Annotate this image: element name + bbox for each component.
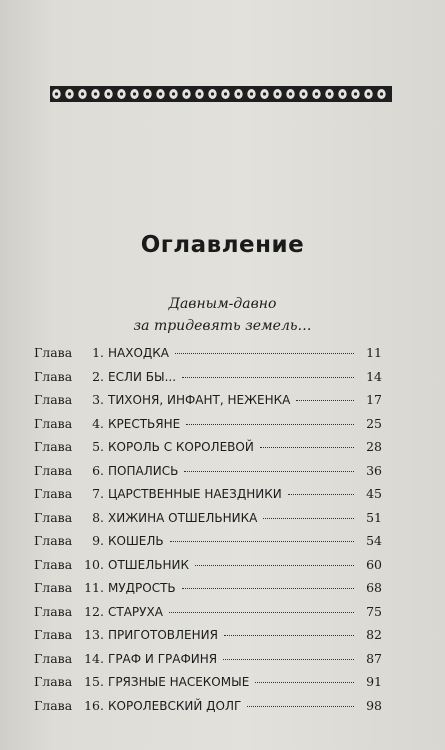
chapter-page-number: 11: [366, 345, 382, 360]
ornament-dot: [380, 92, 383, 95]
ornament-dot: [250, 92, 253, 95]
toc-entry: [34, 439, 382, 463]
chapter-label: Глава: [34, 603, 73, 619]
chapter-page-number: 54: [366, 533, 382, 548]
dot-leader: [247, 706, 354, 707]
ornament-dot: [224, 92, 227, 95]
dot-leader: [184, 471, 354, 472]
ornament-dot: [302, 92, 305, 95]
chapter-page-number: 91: [366, 674, 382, 689]
ornament-dot: [263, 92, 266, 95]
chapter-page-number: 51: [366, 509, 382, 525]
chapter-page-number: 28: [366, 439, 382, 454]
chapter-page-number: 98: [366, 697, 382, 713]
chapter-title: ГРЯЗНЫЕ НАСЕКОМЫЕ: [108, 675, 250, 689]
chapter-title: ТИХОНЯ, ИНФАНТ, НЕЖЕНКА: [108, 393, 291, 407]
toc-entry: [34, 557, 382, 581]
chapter-title: ГРАФ И ГРАФИНЯ: [108, 651, 218, 666]
chapter-number: 12.: [84, 603, 104, 619]
table-of-contents: [34, 345, 382, 721]
dot-leader: [182, 377, 354, 378]
dot-leader: [255, 682, 354, 683]
ornament-dot: [185, 92, 188, 95]
chapter-page-number: 87: [366, 650, 382, 666]
chapter-number: 11.: [84, 580, 104, 595]
ornament-dot: [237, 92, 240, 95]
chapter-page-number: 17: [366, 392, 382, 407]
chapter-label: Глава: [34, 509, 73, 525]
chapter-number: 8.: [92, 509, 104, 525]
ornament-dot: [341, 92, 344, 95]
chapter-title: ПОПАЛИСЬ: [108, 463, 179, 478]
chapter-label: Глава: [34, 462, 73, 478]
toc-entry: [34, 416, 382, 440]
chapter-page-number: 68: [366, 580, 382, 595]
dot-leader: [223, 659, 354, 660]
chapter-title: ХИЖИНА ОТШЕЛЬНИКА: [108, 510, 258, 525]
chapter-title: МУДРОСТЬ: [108, 581, 176, 595]
dot-leader: [169, 612, 354, 613]
ornament-dot: [146, 92, 149, 95]
toc-entry: [34, 698, 382, 722]
chapter-number: 1.: [92, 345, 104, 360]
chapter-number: 13.: [84, 627, 104, 642]
chapter-page-number: 75: [366, 603, 382, 619]
chapter-number: 5.: [92, 439, 104, 454]
ornament-dot: [94, 92, 97, 95]
dot-leader: [224, 635, 354, 636]
chapter-page-number: 14: [366, 368, 382, 384]
toc-entry: [34, 533, 382, 557]
chapter-number: 2.: [92, 368, 104, 384]
chapter-label: Глава: [34, 556, 73, 572]
chapter-label: Глава: [34, 439, 73, 454]
chapter-number: 14.: [84, 650, 104, 666]
chapter-number: 6.: [92, 462, 104, 478]
toc-entry: [34, 651, 382, 675]
ornament-dot: [81, 92, 84, 95]
chapter-page-number: 60: [366, 556, 382, 572]
ornament-dot: [354, 92, 357, 95]
dot-leader: [175, 353, 354, 354]
toc-entry: [34, 627, 382, 651]
ornament-dot: [133, 92, 136, 95]
ornament-dot: [159, 92, 162, 95]
ornament-dot: [276, 92, 279, 95]
toc-entry: [34, 392, 382, 416]
chapter-label: Глава: [34, 674, 73, 689]
ornament-dot: [289, 92, 292, 95]
chapter-title: КОРОЛЕВСКИЙ ДОЛГ: [108, 698, 242, 713]
chapter-title: СТАРУХА: [108, 604, 163, 619]
chapter-label: Глава: [34, 392, 73, 407]
chapter-label: Глава: [34, 627, 73, 642]
toc-entry: [34, 604, 382, 628]
chapter-label: Глава: [34, 415, 73, 431]
dot-leader: [260, 447, 354, 448]
dot-leader: [263, 518, 354, 519]
ornament-dot: [211, 92, 214, 95]
chapter-number: 16.: [84, 697, 104, 713]
toc-entry: [34, 486, 382, 510]
chapter-number: 9.: [92, 533, 104, 548]
epigraph: [0, 293, 445, 337]
epigraph-line-2: за тридевять земель…: [133, 318, 312, 334]
ornament-dot: [107, 92, 110, 95]
ornament-dot: [328, 92, 331, 95]
chapter-title: ОТШЕЛЬНИК: [108, 557, 189, 572]
chapter-page-number: 45: [366, 486, 382, 501]
chapter-label: Глава: [34, 368, 73, 384]
dot-leader: [296, 400, 354, 401]
dot-leader: [182, 588, 354, 589]
toc-entry: [34, 345, 382, 369]
chapter-title: ЦАРСТВЕННЫЕ НАЕЗДНИКИ: [108, 487, 282, 501]
chapter-title: ЕСЛИ БЫ...: [108, 369, 177, 384]
decorative-ornament-band: [50, 86, 392, 102]
chapter-number: 3.: [92, 392, 104, 407]
toc-entry: [34, 510, 382, 534]
ornament-dot: [68, 92, 71, 95]
chapter-number: 15.: [84, 674, 104, 689]
chapter-label: Глава: [34, 533, 73, 548]
chapter-number: 10.: [84, 556, 104, 572]
chapter-label: Глава: [34, 580, 73, 595]
chapter-page-number: 36: [366, 462, 382, 478]
chapter-label: Глава: [34, 697, 73, 713]
chapter-number: 7.: [92, 486, 104, 501]
chapter-page-number: 82: [366, 627, 382, 642]
epigraph-line-1: Давным-давно: [168, 296, 277, 312]
ornament-dot: [120, 92, 123, 95]
chapter-label: Глава: [34, 650, 73, 666]
dot-leader: [288, 494, 354, 495]
chapter-title: ПРИГОТОВЛЕНИЯ: [108, 628, 218, 642]
dot-leader: [195, 565, 354, 566]
chapter-page-number: 25: [366, 415, 382, 431]
ornament-dot: [315, 92, 318, 95]
ornament-dot: [172, 92, 175, 95]
toc-entry: [34, 674, 382, 698]
chapter-label: Глава: [34, 486, 73, 501]
toc-entry: [34, 580, 382, 604]
toc-entry: [34, 369, 382, 393]
chapter-title: КОШЕЛЬ: [108, 534, 164, 548]
chapter-title: КРЕСТЬЯНЕ: [108, 416, 181, 431]
ornament-dot: [55, 92, 58, 95]
dot-leader: [186, 424, 354, 425]
chapter-label: Глава: [34, 345, 73, 360]
chapter-number: 4.: [92, 415, 104, 431]
page-title: Оглавление: [140, 232, 305, 258]
chapter-title: НАХОДКА: [108, 346, 170, 360]
ornament-dot: [198, 92, 201, 95]
toc-entry: [34, 463, 382, 487]
ornament-dot: [367, 92, 370, 95]
dot-leader: [170, 541, 354, 542]
chapter-title: КОРОЛЬ С КОРОЛЕВОЙ: [108, 440, 254, 454]
